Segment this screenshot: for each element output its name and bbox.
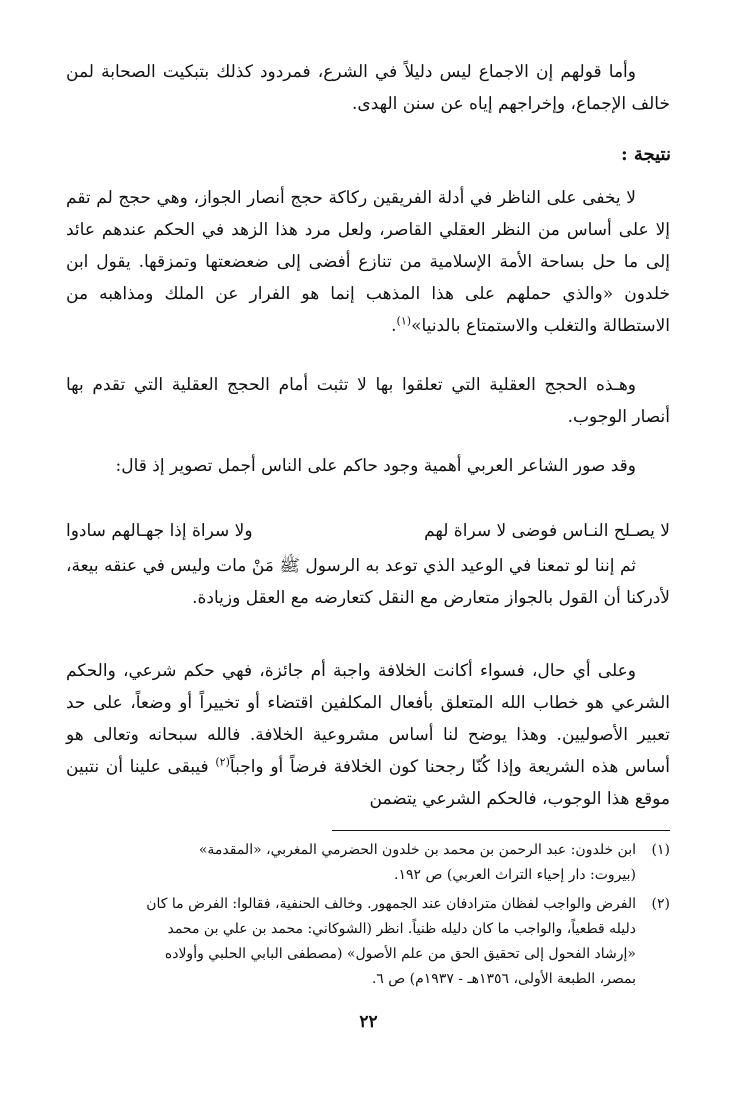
footnote-2-line-4: بمصر، الطبعة الأولى، ١٣٥٦هـ - ١٩٣٧م) ص ٦. — [371, 971, 636, 987]
footnote-1 — [66, 838, 670, 888]
paragraph-conclusion-end: . — [391, 316, 397, 336]
footnote-2-line-3: «إرشاد الفحول إلى تحقيق الحق من علم الأصول» (مصطفى البابي الحلبي وأولاده — [164, 946, 636, 962]
paragraph-rational-arguments: وهـذه الحجج العقلية التي تعلقوا بها لا تثبت أمام الحجج العقلية التي تقدم بها أنصار الوجوب. — [66, 375, 670, 427]
poem-verse — [66, 515, 670, 547]
footnote-2 — [66, 892, 670, 992]
paragraph-poet: وقد صور الشاعر العربي أهمية وجود حاكم على الناس أجمل تصوير إذ قال: — [115, 456, 636, 476]
section-heading-result: نتيجة : — [620, 144, 671, 165]
footnotes — [66, 838, 670, 996]
footnote-1-line-2: (بيروت: دار إحياء التراث العربي) ص ١٩٢. — [394, 867, 636, 883]
page-number: ٢٢ — [359, 1012, 378, 1032]
poem-second-hemistich: ولا سراة إذا جهـالهم سادوا — [66, 521, 253, 541]
paragraph-shari-ruling-end: فيبقى علينا أن نتبين موقع هذا الوجوب، فالحكم الشرعي يتضمن — [66, 757, 670, 809]
paragraph-shari-ruling — [66, 655, 670, 815]
footnote-2-number: (٢) — [651, 896, 670, 912]
paragraph-shari-ruling-text: وعلى أي حال، فسواء أكانت الخلافة واجبة أم جائزة، فهي حكم شرعي، والحكم الشرعي هو خطاب الله المتعلق بأفعال المكلفين اقتضاء أو تخييراً أو وضعاً، على حد تعبير الأصوليين. وهذا يوضح لنا أساس مشروعية الخلافة. فالله سبحانه وتعالى هو أساس هذه الشريعة وإذا كُنّا رجحنا كون الخلافة فرضاً أو واجباً — [66, 661, 670, 777]
footnote-marker-2: (٢) — [215, 755, 230, 769]
paragraph-conclusion-text: لا يخفى على الناظر في أدلة الفريقين ركاكة حجج أنصار الجواز، وهي حجج لم تقم إلا على أساس من النظر العقلي القاصر، ولعل مرد هذا الزهد في الحكم عندهم عائد إلى ما حل بساحة الأمة الإسلامية من تنازع أفضى إلى ضعضعتها وتمزقها. يقول ابن خلدون «والذي حملهم على هذا المذهب إنما هو الفرار عن الملك ومذاهبه من الاستطالة والتغلب والاستمتاع بالدنيا» — [66, 188, 670, 336]
paragraph-ijma-rebuttal: وأما قولهم إن الاجماع ليس دليلاً في الشرع، فمردود كذلك بتبكيت الصحابة لمن خالف الإجماع، وإخراجهم إياه عن سنن الهدى. — [66, 62, 670, 114]
footnote-1-number: (١) — [651, 842, 670, 858]
footnote-marker-1: (١) — [396, 314, 412, 328]
paragraph-hadith: ثم إننا لو تمعنا في الوعيد الذي توعد به الرسول ﷺ مَنْ مات وليس في عنقه بيعة، لأدركنا أن القول بالجواز متعارض مع النقل كتعارضه مع العقل وزيادة. — [66, 556, 670, 608]
footnote-2-line-1: الفرض والواجب لفظان مترادفان عند الجمهور. وخالف الحنفية، فقالوا: الفرض ما كان — [146, 896, 636, 912]
footnote-separator — [332, 830, 670, 831]
footnote-2-line-2: دليله قطعياً، والواجب ما كان دليله ظنياً. انظر (الشوكاني: محمد بن علي بن محمد — [167, 921, 636, 937]
paragraph-conclusion — [66, 182, 670, 342]
footnote-1-line-1: ابن خلدون: عبد الرحمن بن محمد بن خلدون الحضرمي المغربي، «المقدمة» — [198, 842, 636, 858]
poem-first-hemistich: لا يصـلح النـاس فوضى لا سراة لهم — [424, 521, 670, 541]
